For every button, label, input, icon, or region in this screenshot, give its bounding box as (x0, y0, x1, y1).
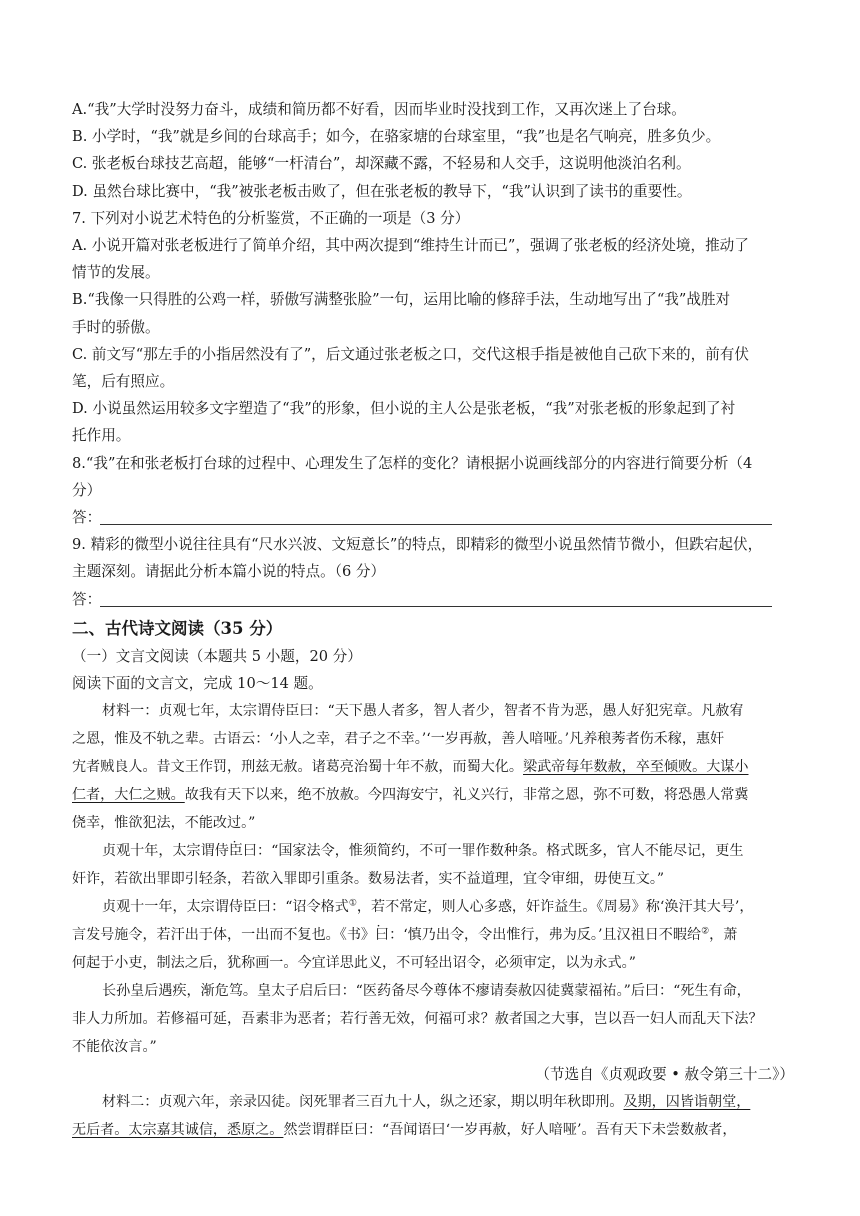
q7-option-a-line1: A. 小说开篇对张老板进行了简单介绍，其中两次提到“维持生计而已”，强调了张老板的经济处境，推动了 (72, 237, 749, 255)
q9-answer-area[interactable] (72, 586, 794, 613)
footnote-marker-2: ② (701, 926, 710, 937)
q7-stem: 7. 下列对小说艺术特色的分析鉴赏，不正确的一项是（3 分） (72, 209, 470, 227)
text-span: 不常定，则人心多惑，奸诈益生。《周易》称‘涣汗其大号’， (385, 899, 754, 916)
material1-source: （节选自《贞观政要 • 赦令第三十二》） (535, 1066, 794, 1084)
q9-stem-line2: 主题深刻。请据此分析本篇小说的特点。（6 分） (72, 563, 386, 581)
underlined-text: 及期，囚皆诣朝堂， (623, 1094, 751, 1111)
text-span: 故我有天下以来，绝不放赦。今四海安宁，礼义兴行，非常之恩，弥不可数，将恐愚人常冀 (184, 787, 749, 804)
material2-line1 (72, 1088, 794, 1116)
material1-p2-line1: 贞观十年，太宗谓侍臣曰：“国家法令，惟须简约，不可一罪作数种条。格式既多，官人不能尽记，更生 (102, 843, 744, 860)
text-span: 贞观十一年，太宗谓侍臣曰：“诏令格式 (102, 899, 349, 916)
q6-option-b: B. 小学时，“我”就是乡间的台球高手；如今，在骆家塘的台球室里，“我”也是名气响亮，胜多负少。 (72, 128, 721, 146)
section-title: 二、古代诗文阅读（35 分） (72, 618, 283, 638)
q7-option-d-line1: D. 小说虽然运用较多文字塑造了“我”的形象，但小说的主人公是张老板，“我”对张老板的形象起到了衬 (72, 400, 736, 418)
exam-page (72, 96, 794, 1144)
q7-option-b-line1: B.“我像一只得胜的公鸡一样，骄傲写满整张脸”一句，运用比喻的修辞手法，生动地写出了“我”战胜对 (72, 291, 731, 309)
reading-instruction: 阅读下面的文言文，完成 10～14 题。 (72, 675, 323, 693)
q9-stem-line1: 9. 精彩的微型小说往往具有“尺水兴波、文短意长”的特点，即精彩的微型小说虽然情节微小，但跌宕起伏， (72, 536, 763, 554)
underlined-text: 梁武帝每年数赦，卒至倾败。大谋小 (523, 759, 749, 776)
material2-line2 (72, 1116, 794, 1144)
q7-option-b-line2: 手时的骄傲。 (72, 318, 160, 336)
material1-p3-line2 (72, 921, 794, 949)
text-span: 宄者贼良人。昔文王作罚，刑兹无赦。诸葛亮治蜀十年不赦，而蜀大化。 (72, 759, 523, 776)
text-span: 言发号施令，若汗出于体，一出而不复也。《书》曰：‘慎乃出令，令出惟行，弗为反。’且汉祖日不暇给 (72, 927, 702, 944)
q8-stem-line1: 8.“我”在和张老板打台球的过程中、心理发生了怎样的变化？请根据小说画线部分的内容进行简要分析（4 (72, 454, 753, 472)
text-span: 然尝谓群臣曰：“吾闻语曰‘一岁再赦，好人喑哑’。吾有天下未尝数赦者， (283, 1122, 737, 1139)
underlined-text: 无后者。太宗嘉其诚信，悉原之。 (72, 1122, 284, 1139)
text-span: 。” (241, 815, 256, 832)
q7-option-d-line2: 托作用。 (72, 427, 131, 445)
text-span: 材料二：贞观六年，亲录囚徒。闵死罪者三百九十人，纵之还家，期以明年秋即刑。 (102, 1094, 624, 1111)
text-span: 侥幸，惟欲犯法，不能改 (72, 815, 228, 832)
emphasis-dot-char: 若 (370, 899, 386, 916)
footnote-marker-1: ① (348, 898, 357, 909)
q9-answer-line (100, 606, 772, 607)
q8-answer-area[interactable] (72, 504, 794, 531)
material1-p4-line2: 非人力所加。若修福可延，吾素非为恶者；若行善无效，何福可求？赦者国之大事，岂以吾一妇人而乱天下法？ (72, 1011, 763, 1028)
material1-p1-line3 (72, 753, 794, 781)
q6-option-a: A.“我”大学时没努力奋斗，成绩和简历都不好看，因而毕业时没找到工作，又再次迷上了台球。 (72, 101, 686, 118)
q7-option-a-line2: 情节的发展。 (72, 264, 160, 282)
material1-p1-line2: 之恩，惟及不轨之辈。古语云：‘小人之幸，君子之不幸。’‘一岁再赦，善人喑哑。’凡养稂莠者伤禾稼，惠奸 (72, 731, 725, 748)
material1-p1-line5 (72, 809, 794, 837)
material1-p1-line1: 材料一：贞观七年，太宗谓侍臣曰：“天下愚人者多，智人者少，智者不肯为恶，愚人好犯宪章。凡赦宥 (102, 703, 744, 720)
underlined-text: 仁者，大仁之贼。 (72, 787, 185, 804)
material1-p4-line3: 不能依汝言。” (72, 1039, 157, 1056)
material1-p2-line2: 奸诈，若欲出罪即引轻条，若欲入罪即引重条。数易法者，实不益道理，宜令审细，毋使互文。” (72, 871, 665, 888)
q7-option-c-line1: C. 前文写“那左手的小指居然没有了”，后文通过张老板之口，交代这根手指是被他自己砍下来的，前有伏 (72, 345, 749, 363)
material1-p3-line1 (72, 893, 794, 921)
material1-p4-line1: 长孙皇后遇疾，渐危笃。皇太子启后曰：“医药备尽今尊体不瘳请奏赦囚徒冀蒙福祐。”后曰：“死生有命， (102, 983, 751, 1000)
q8-answer-line (100, 524, 772, 525)
q8-stem-line2: 分） (72, 481, 102, 499)
subsection-title: （一）文言文阅读（本题共 5 小题，20 分） (72, 647, 362, 665)
text-span: ，萧 (709, 927, 738, 944)
text-span: ， (356, 899, 371, 916)
material1-p1-line4 (72, 781, 794, 809)
q8-answer-label: 答： (72, 509, 102, 527)
q6-option-d: D. 虽然台球比赛中，“我”被张老板击败了，但在张老板的教导下，“我”认识到了读书的重要性。 (72, 182, 692, 200)
emphasis-dot-char: 过 (227, 815, 242, 832)
q9-answer-label: 答： (72, 590, 102, 608)
q6-option-c: C. 张老板台球技艺高超，能够“一杆清台”，却深藏不露，不轻易和人交手，这说明他淡泊名利。 (72, 155, 691, 173)
material1-p3-line3: 何起于小吏，制法之后，犹称画一。今宜详思此义，不可轻出诏令，必须审定，以为永式。” (72, 955, 636, 972)
q7-option-c-line2: 笔，后有照应。 (72, 373, 175, 391)
